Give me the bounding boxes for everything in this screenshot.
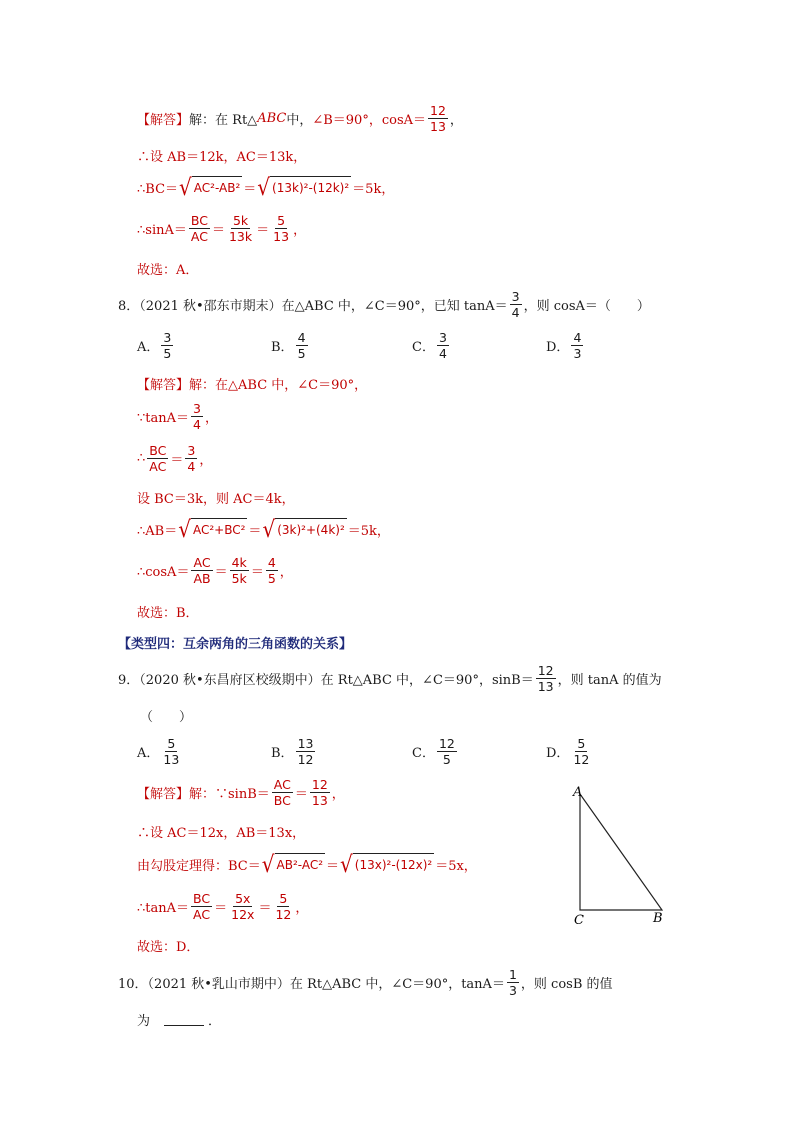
num: BC [190, 213, 208, 228]
sqrt: √ (3k)²+(4k)² [262, 515, 345, 543]
s9-line2 [137, 822, 305, 841]
fraction [191, 556, 212, 585]
text: ＝5k， [352, 181, 395, 197]
q9-option-a[interactable] [137, 737, 183, 766]
text: 为 [137, 1014, 151, 1029]
den: 12 [275, 907, 292, 923]
q8-stem [118, 290, 650, 319]
q9-option-b[interactable] [271, 737, 317, 766]
text: ，则 cosA＝（ ） [523, 299, 650, 315]
fraction [230, 556, 249, 585]
sqrt: √ (13k)²-(12k)² [257, 173, 350, 201]
sqrt: √ AB²-AC² [261, 850, 324, 878]
den: BC [273, 793, 291, 809]
den: 5 [297, 346, 306, 362]
den: AC [193, 907, 211, 923]
sqrt: √ AC²+BC² [178, 515, 246, 543]
s8-line1 [137, 374, 367, 393]
sqrt: √ AC²-AB² [179, 173, 241, 201]
option-letter: C． [412, 340, 435, 356]
text: 【类型四：互余两角的三角函数的关系】 [118, 637, 353, 652]
text: 10．（2021 秋•乳山市期中）在 Rt△ABC 中，∠C＝90°，tanA＝ [118, 977, 505, 993]
text: 由勾股定理得：BC＝ [137, 858, 261, 874]
den: 12 [297, 752, 314, 768]
fraction [571, 331, 583, 360]
num: 12 [537, 663, 554, 678]
option-letter: B． [271, 340, 294, 356]
fraction [191, 892, 212, 921]
den: 13 [273, 229, 290, 245]
triangle-figure [568, 782, 678, 930]
num: AC [273, 777, 291, 792]
fraction [428, 104, 448, 133]
radicand: AC²-AB² [192, 176, 243, 198]
s9-line4: ∴tanA＝ $\frac{BC}{AC}$ ＝ $\frac{5x}{12x}$ ＝ $\frac{5}{12}$ ， [137, 891, 309, 923]
num: 1 [508, 967, 517, 982]
section-heading [118, 633, 352, 652]
s8-line5: ∴AB＝ √ AC²+BC² ＝ √ (3k)²+(4k)² ＝5k， [137, 515, 390, 543]
den: AC [190, 229, 208, 245]
fraction [571, 737, 591, 766]
den: AB [193, 571, 211, 587]
s7-line3: ∴BC＝ √ AC²-AB² ＝ √ (13k)²-(12k)² ＝5k， [137, 173, 395, 201]
vertex-label-c: C [574, 913, 584, 928]
num: 3 [438, 330, 447, 345]
option-letter: C． [412, 746, 435, 762]
text: 故选：B． [137, 606, 199, 621]
q8-option-c[interactable] [412, 331, 451, 360]
den: 13 [163, 752, 180, 768]
q9-option-c[interactable] [412, 737, 459, 766]
fraction [296, 331, 308, 360]
q8-option-d[interactable] [546, 331, 585, 360]
text: ，则 tanA 的值为 [557, 673, 662, 689]
num: 5 [577, 736, 586, 751]
fraction [147, 444, 168, 473]
option-letter: D． [546, 746, 570, 762]
num: 5x [235, 891, 251, 906]
s8-choose [137, 602, 199, 621]
den: 4 [438, 346, 447, 362]
s7-line2 [137, 146, 306, 165]
radicand: (13k)²-(12k)² [270, 176, 351, 198]
fraction [161, 737, 181, 766]
num: 12 [438, 736, 455, 751]
num: 5k [232, 213, 249, 228]
num: 12 [430, 103, 446, 118]
fraction [189, 214, 210, 243]
text: 8．（2021 秋•邵东市期末）在△ABC 中，∠C＝90°，已知 tanA＝ [118, 299, 508, 315]
num: 12 [311, 777, 328, 792]
num: 5 [167, 736, 176, 751]
text: ∴设 AC＝12x，AB＝13x， [137, 826, 306, 841]
fraction [437, 737, 457, 766]
num: 3 [511, 289, 520, 304]
fraction [273, 892, 293, 921]
den: 5 [442, 752, 451, 768]
den: 13 [311, 793, 328, 809]
s7-line4: ∴sinA＝ $\frac{BC}{AC}$ ＝ $\frac{5k}{13k}$ ＝ $\frac{5}{13}$ ， [137, 213, 307, 245]
den: 3 [573, 346, 582, 362]
answer-paren: （ ） [140, 710, 193, 725]
radicand: (13x)²-(12x)² [353, 853, 434, 875]
triangle-abc [580, 794, 662, 910]
option-letter: A． [137, 340, 160, 356]
den: 5 [163, 346, 172, 362]
fraction [272, 778, 293, 807]
text: ∠B＝90°， [312, 113, 382, 129]
answer-tag: 【解答】 [137, 787, 190, 803]
num: 5 [279, 891, 288, 906]
text: 解：在△ABC 中，∠C＝90°， [189, 378, 368, 393]
fraction [296, 737, 316, 766]
text: 解： [189, 113, 216, 129]
s8-line2: ∵tanA＝ $\frac{3}{4}$ ， [137, 401, 218, 433]
text: 故选：D． [137, 940, 200, 955]
text: ＝5k， [347, 523, 390, 539]
fraction [229, 892, 256, 921]
s8-line3: ∴ $\frac{BC}{AC}$ ＝ $\frac{3}{4}$ ， [137, 443, 213, 475]
q9-paren [140, 706, 192, 725]
den: 12x [231, 907, 255, 923]
den: 5k [231, 571, 247, 587]
s9-line3: 由勾股定理得：BC＝ √ AB²-AC² ＝ √ (13x)²-(12x)² ＝5x， [137, 850, 477, 878]
vertex-label-b: B [653, 911, 663, 926]
text: ∴AB＝ [137, 523, 178, 539]
text: ∴cosA＝ [137, 565, 190, 581]
q8-option-a[interactable] [137, 331, 175, 360]
den: 5 [267, 571, 276, 587]
fraction [507, 968, 519, 997]
text: 故选：A． [137, 263, 199, 278]
fraction [310, 778, 330, 807]
text: 在 Rt△ [215, 113, 258, 129]
q9-option-d[interactable] [546, 737, 593, 766]
answer-tag: 【解答】 [137, 378, 190, 393]
answer-blank[interactable] [164, 1013, 204, 1026]
text: 中， [286, 113, 313, 129]
radicand: (3k)²+(4k)² [275, 518, 347, 540]
radicand: AC²+BC² [191, 518, 247, 540]
fraction [185, 444, 197, 473]
fraction [191, 402, 203, 431]
option-letter: B． [271, 746, 294, 762]
answer-tag: 【解答】 [137, 113, 190, 129]
num: 3 [163, 330, 172, 345]
fraction [437, 331, 449, 360]
s9-line1: 【解答】 解：∵sinB＝ $\frac{AC}{BC}$ ＝ $\frac{12}{13}$ ， [137, 777, 345, 809]
s8-line6: ∴cosA＝ $\frac{AC}{AB}$ ＝ $\frac{4k}{5k}$ ＝ $\frac{4}{5}$ ， [137, 555, 293, 587]
fraction [536, 664, 556, 693]
den: 4 [193, 417, 201, 433]
num: 4 [267, 555, 276, 570]
num: 4 [297, 330, 306, 345]
q8-option-b[interactable] [271, 331, 310, 360]
num: AC [193, 555, 211, 570]
den: 3 [508, 983, 517, 999]
num: 13 [297, 736, 314, 751]
q9-stem [118, 664, 662, 693]
den: 13k [228, 229, 253, 245]
text: 9．（2020 秋•东昌府区校级期中）在 Rt△ABC 中，∠C＝90°，sinB＝ [118, 673, 534, 689]
den: AC [149, 459, 167, 475]
q10-stem [118, 968, 613, 997]
text: ． [208, 1014, 222, 1029]
fraction [161, 331, 173, 360]
text: ＝5x， [435, 858, 477, 874]
text: ∵tanA＝ [137, 411, 190, 427]
den: 4 [511, 305, 520, 321]
s7-line1 [137, 104, 463, 133]
text: cosA＝ [381, 113, 427, 129]
sqrt: √ (13x)²-(12x)² [340, 850, 433, 878]
text: ，则 cosB 的值 [520, 977, 613, 993]
text: 解：∵sinB＝ [189, 787, 270, 803]
text: ∴tanA＝ [137, 901, 190, 917]
num: BC [149, 443, 167, 458]
text: 设 BC＝3k，则 AC＝4k， [137, 492, 295, 507]
num: 4k [231, 555, 247, 570]
radicand: AB²-AC² [275, 853, 326, 875]
den: 12 [573, 752, 590, 768]
fraction [227, 214, 254, 243]
fraction [266, 556, 278, 585]
den: 4 [187, 459, 196, 475]
den: 13 [430, 119, 446, 135]
num: 4 [573, 330, 582, 345]
option-letter: A． [137, 746, 160, 762]
s9-choose [137, 936, 199, 955]
num: 5 [277, 213, 286, 228]
vertex-label-a: A [573, 785, 583, 800]
s7-choose [137, 259, 198, 278]
text: ∴BC＝ [137, 181, 179, 197]
option-letter: D． [546, 340, 570, 356]
text: ∴设 AB＝12k，AC＝13k， [137, 150, 307, 165]
num: 3 [193, 401, 201, 416]
text: ABC [257, 111, 287, 127]
num: BC [193, 891, 211, 906]
den: 13 [537, 679, 554, 695]
num: 3 [187, 443, 196, 458]
text: ∴ [137, 451, 146, 467]
text: ∴sinA＝ [137, 223, 187, 239]
q10-line2 [137, 1010, 221, 1029]
s8-line4 [137, 488, 295, 507]
fraction [271, 214, 291, 243]
text: ， [449, 113, 463, 129]
fraction [510, 290, 522, 319]
